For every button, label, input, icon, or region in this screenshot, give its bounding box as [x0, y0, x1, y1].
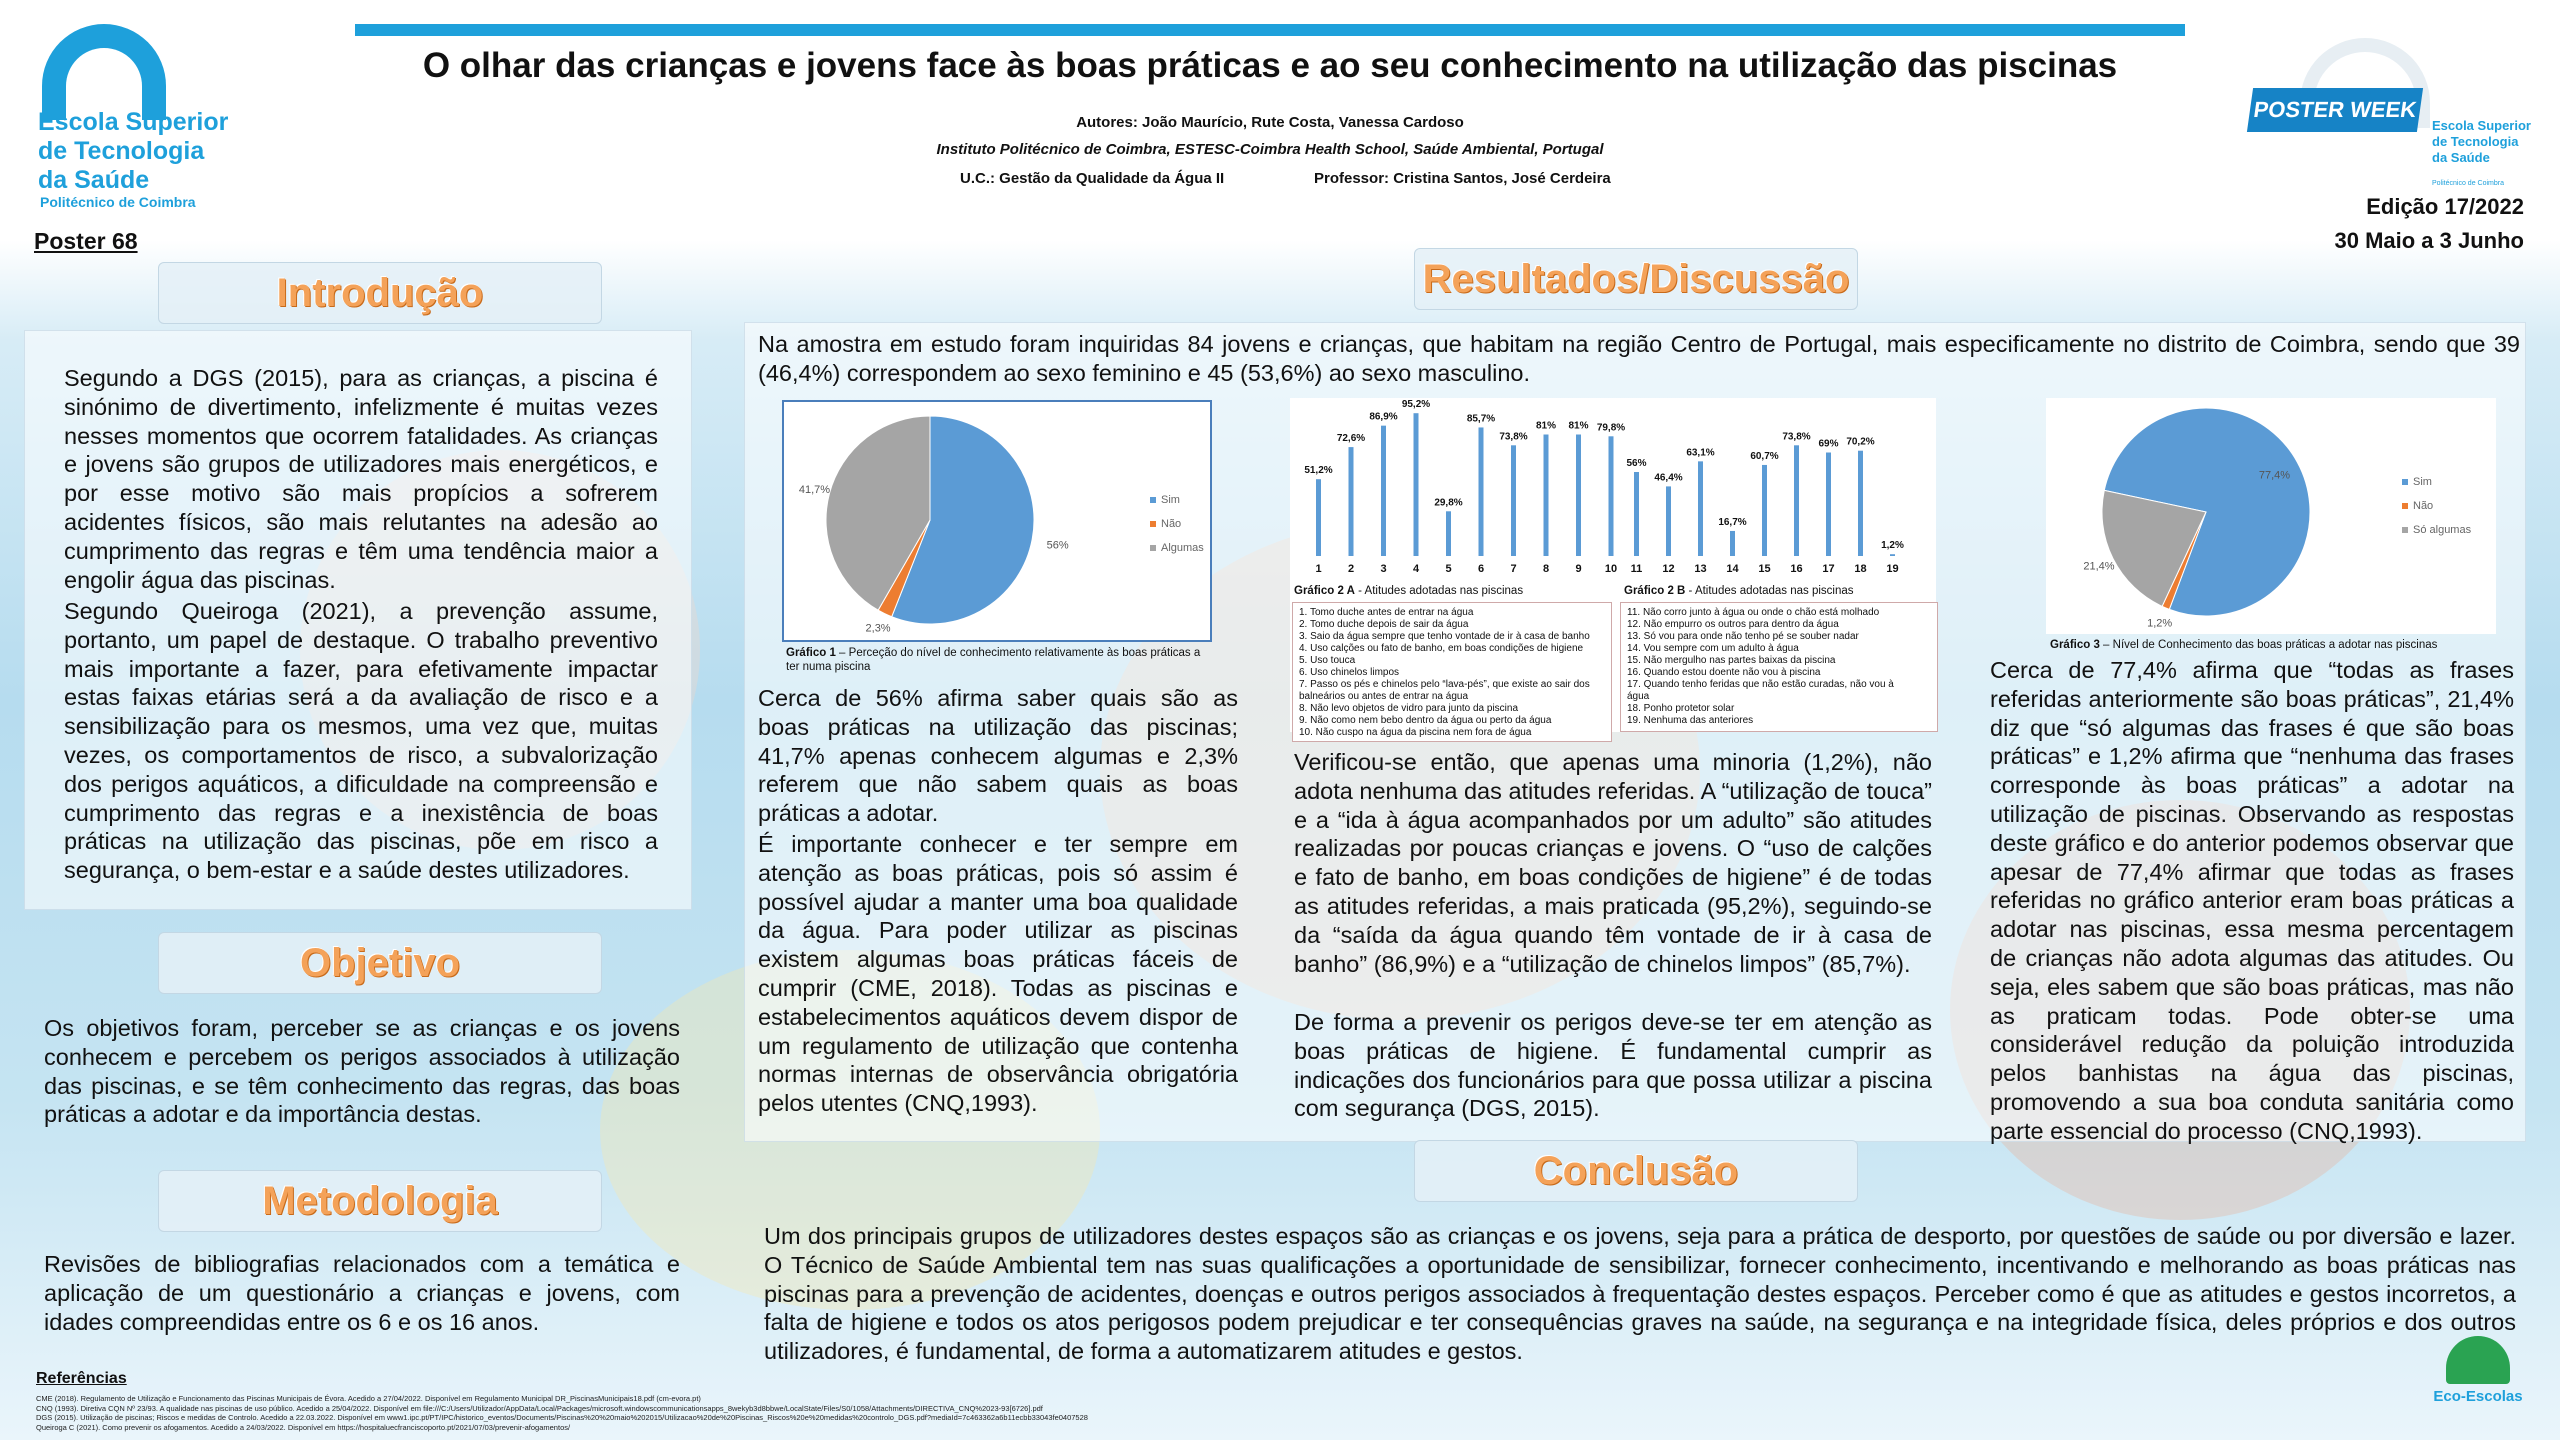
course-unit: U.C.: Gestão da Qualidade da Água II: [960, 170, 1225, 187]
chart-3-caption: Gráfico 3 – Nível de Conhecimento das boas práticas a adotar nas piscinas: [2050, 639, 2438, 651]
bar: [1479, 427, 1484, 556]
bar: [1511, 445, 1516, 556]
chart-2b-caption: Gráfico 2 B - Atitudes adotadas nas piscinas: [1624, 585, 1854, 597]
references-heading: Referências: [36, 1370, 127, 1387]
results-col2-text-2: De forma a prevenir os perigos deve-se ter em atenção as boas práticas de higiene. É fundamental cumprir as indicações dos funcionários para que possa utilizar a piscina com segurança (DGS, 2015).: [1294, 1009, 1932, 1122]
list-item: balneários ou antes de entrar na água: [1299, 691, 1469, 702]
bar: [1666, 486, 1671, 556]
objective-text: Os objetivos foram, perceber se as crianças e os jovens conhecem e percebem os perigos associados à utilização das piscinas, e se têm conhecimento das regras, das boas práticas a adotar e da importância destas.: [44, 1015, 680, 1128]
bar: [1446, 511, 1451, 556]
bar: [1858, 451, 1863, 556]
tick-label: 11: [1630, 563, 1643, 575]
legend-label: Não: [2413, 500, 2434, 512]
bar-label: 29,8%: [1434, 497, 1463, 509]
reference-item: Queiroga C (2021). Como prevenir os afogamentos. Acedido a 24/03/2022. Disponível em https://hospitaluecfranciscoporto.pt/2021/07/03/prevenir-afogamentos/: [36, 1422, 571, 1432]
bar-label: 79,8%: [1596, 422, 1626, 434]
tick-label: 15: [1758, 563, 1771, 575]
pie-label: 21,4%: [2083, 560, 2115, 573]
tick-label: 10: [1604, 563, 1618, 575]
chart-1-caption: Gráfico 1 – Perceção do nível de conhecimento relativamente às boas práticas a ter numa piscina: [786, 647, 1201, 673]
legend-swatch: [2402, 503, 2408, 509]
list-item: 18. Ponho protetor solar: [1627, 703, 1735, 714]
bar: [1609, 436, 1614, 556]
bar-label: 85,7%: [1466, 413, 1496, 425]
bar-label: 86,9%: [1369, 411, 1398, 423]
logo-text: da Saúde: [38, 166, 150, 194]
chart-1: [784, 402, 1210, 640]
results-col1-text: Cerca de 56% afirma saber quais são as boas práticas na utilização das piscinas; 41,7% apenas conhecem algumas e 2,3% referem que não sabem quais as boas práticas a adotar.: [758, 685, 1238, 827]
legend-swatch: [2402, 527, 2408, 533]
edition-info: Edição 17/2022 30 Maio a 3 Junho: [2334, 194, 2524, 253]
poster-week-school: Escola Superior de Tecnologia da Saúde: [2432, 118, 2531, 165]
references-list: [36, 1394, 1316, 1432]
chart-3-legend: [2402, 476, 2471, 548]
bar: [1316, 479, 1321, 556]
tick-label: 16: [1790, 563, 1803, 575]
list-item: 3. Saio da água sempre que tenho vontade de ir à casa de banho: [1299, 631, 1590, 642]
legend-label: Sim: [2413, 476, 2432, 488]
bar-label: 51,2%: [1304, 465, 1333, 477]
eco-escolas-label: Eco-Escolas: [2433, 1388, 2523, 1405]
list-item: água: [1627, 691, 1650, 702]
conclusion-heading: Conclusão: [1414, 1140, 1858, 1202]
tick-label: 19: [1886, 563, 1899, 575]
list-item: 8. Não levo objetos de vidro para junto da piscina: [1299, 703, 1519, 714]
tick-label: 6: [1477, 563, 1485, 575]
poster-week-logo: [2236, 24, 2544, 187]
legend-label: Não: [1161, 518, 1182, 530]
tick-label: 13: [1694, 563, 1707, 575]
bar-label: 63,1%: [1686, 447, 1715, 459]
bar: [1634, 472, 1639, 556]
poster-number: Poster 68: [34, 228, 138, 254]
legend-label: Sim: [1161, 494, 1180, 506]
bar-label: 70,2%: [1846, 436, 1875, 448]
chart-2b-items: [1620, 602, 1938, 732]
bar: [1349, 447, 1354, 556]
bar-label: 69%: [1818, 438, 1839, 450]
reference-item: CME (2018). Regulamento de Utilização e Funcionamento das Piscinas Municipais de Évora. Acedido a 27/04/2022. Disponível em Regulamento Municipal DR_PiscinasMunicipais18.pdf (cm-evora.pt): [36, 1394, 701, 1403]
bar: [1730, 531, 1735, 556]
tick-label: 8: [1542, 563, 1550, 575]
bar-label: 73,8%: [1499, 431, 1528, 443]
pie-label: 77,4%: [2258, 469, 2291, 482]
chart-2a-caption: Gráfico 2 A - Atitudes adotadas nas piscinas: [1294, 585, 1524, 597]
poster-title: O olhar das crianças e jovens face às boas práticas e ao seu conhecimento na utilização das piscinas: [422, 46, 2118, 85]
poster-week-banner: POSTER WEEK: [2247, 88, 2423, 132]
tick-label: 12: [1662, 563, 1675, 575]
legend-item: [1150, 494, 1204, 506]
tick-label: 7: [1510, 563, 1517, 575]
results-col3-text: Cerca de 77,4% afirma que “todas as frases referidas anteriormente são boas práticas”, 21,4% diz que “só algumas das frases é que são boas práticas” e 1,2% afirma que “nenhuma das frases corresponde às boas práticas” a adotar na utilização de piscinas. Observando as respostas deste gráfico e do anterior podemos observar que apesar de 77,4% afirmar que todas as frases referidas no gráfico anterior eram boas práticas a adotar nas piscinas, essa mesma percentagem de crianças não adota algumas das atitudes. Ou seja, eles sabem que são boas práticas, mas não as praticam todas. Pode obter-se uma considerável redução da poluição introduzida pelos banhistas na água das piscinas, promovendo a sua boa conduta sanitária como parte essencial do processo (CNQ,1993).: [1990, 657, 2514, 1144]
list-item: 17. Quando tenho feridas que não estão curadas, não vou à: [1627, 679, 1894, 690]
poster-week-sub: Politécnico de Coimbra: [2432, 180, 2504, 187]
chart-1-box: [782, 400, 1212, 642]
title-bar-accent: [355, 24, 2185, 36]
bar: [1576, 435, 1581, 557]
legend-label: Algumas: [1161, 542, 1204, 554]
legend-label: Só algumas: [2413, 524, 2472, 536]
list-item: 16. Quando estou doente não vou à piscina: [1627, 667, 1821, 678]
tick-label: 5: [1445, 563, 1452, 575]
legend-swatch: [2402, 479, 2408, 485]
bar: [1890, 554, 1895, 556]
results-intro: Na amostra em estudo foram inquiridas 84 jovens e crianças, que habitam na região Centro de Portugal, mais especificamente no distrito de Coimbra, sendo que 39 (46,4%) correspondem ao sexo feminino e 45 (53,6%) ao sexo masculino.: [758, 331, 2520, 386]
bar: [1762, 465, 1767, 556]
legend-swatch: [1150, 545, 1156, 551]
tick-label: 1: [1315, 563, 1322, 575]
list-item: 19. Nenhuma das anteriores: [1627, 715, 1754, 726]
chart-3-box: [2046, 398, 2496, 634]
tick-label: 2: [1347, 563, 1355, 575]
bar: [1826, 453, 1831, 557]
conclusion-text: Um dos principais grupos de utilizadores destes espaços são as crianças e os jovens, seja para a prática de desporto, por questões de saúde ou por diversão e lazer. O Técnico de Saúde Ambiental tem nas suas qualificações a oportunidade de sensibilizar, fornecer conhecimento, incentivando e melhorando as boas práticas nas piscinas para a prevenção de acidentes, doenças e outros perigos associados à frequentação destes espaços. Perceber como é que as atitudes e gestos incorretos, a falta de higiene e todos os atos perigosos podem prejudicar e ter consequências graves na saúde, na segurança e na integridade física, deles próprios e dos outros utilizadores, é fundamental, de forma a automatizarem atitudes e gestos.: [764, 1223, 2516, 1365]
bar-label: 72,6%: [1336, 433, 1366, 445]
legend-item: [2402, 476, 2471, 488]
institution: Instituto Politécnico de Coimbra, ESTESC-Coimbra Health School, Saúde Ambiental, Portugal: [936, 141, 1604, 158]
chart-2b: [1616, 398, 1936, 578]
logo-subtitle: Politécnico de Coimbra: [40, 194, 196, 210]
reference-item: DGS (2015). Utilização de piscinas; Riscos e medidas de Controlo. Acedido a 22.03.2022. Disponível em www1.ipc.pt/PT/IPC/historico_eventos/Documents/Piscinas%20%20maio%202015/Utilizacao%20de%20Piscinas_Riscos%20e%20medidas%20controlo_DGS.pdf?mediaId=7c463362a6b11ecbb33043fe0407528: [36, 1413, 1088, 1422]
bar-label: 95,2%: [1401, 399, 1431, 411]
authors: Autores: João Maurício, Rute Costa, Vanessa Cardoso: [1076, 114, 1464, 131]
bar: [1794, 445, 1799, 556]
eco-escolas-logo: [2428, 1336, 2528, 1405]
tick-label: 17: [1822, 563, 1835, 575]
list-item: 12. Não empurro os outros para dentro da água: [1627, 619, 1839, 630]
list-item: 9. Não como nem bebo dentro da água ou perto da água: [1299, 715, 1552, 726]
intro-text-2: Segundo Queiroga (2021), a prevenção assume, portanto, um papel de destaque. O trabalho preventivo mais importante a fazer, para efetivamente impactar estas faixas etárias será a da avaliação de risco e a sensibilização para os mesmos, uma vez que, muitas vezes, os comportamentos de risco, a subvalorização dos perigos aquáticos, a dificuldade na compreensão e cumprimento das regras e a inexistência de boas práticas na utilização das piscinas, põe em risco a segurança, o bem-estar e a saúde destes utilizadores.: [64, 598, 658, 884]
bar-label: 81%: [1568, 420, 1589, 432]
list-item: 1. Tomo duche antes de entrar na água: [1299, 607, 1474, 618]
list-item: 5. Uso touca: [1299, 655, 1356, 666]
tick-label: 4: [1412, 563, 1420, 575]
tick-label: 9: [1575, 563, 1582, 575]
tick-label: 18: [1854, 563, 1867, 575]
tick-label: 14: [1726, 563, 1739, 575]
list-item: 6. Uso chinelos limpos: [1299, 667, 1400, 678]
bar: [1544, 435, 1549, 557]
bar-label: 73,8%: [1782, 431, 1811, 443]
results-col2-text: Verificou-se então, que apenas uma minoria (1,2%), não adota nenhuma das atitudes referidas. A “utilização de touca” e a “ida à água acompanhados por um adulto” são atitudes realizadas por poucas crianças e jovens. O “uso de calções e fato de banho, em boas condições de higiene” é de todas as atitudes referidas, a mais praticada (95,2%), seguindo-se da “saída da água quando têm vontade de ir à casa de banho” (86,9%) e a “utilização de chinelos limpos” (85,7%).: [1294, 749, 1932, 977]
pie-label: 1,2%: [2147, 617, 2173, 630]
chart-1-legend: [1150, 494, 1204, 566]
legend-item: [1150, 518, 1204, 530]
arch-icon: [42, 24, 166, 120]
logo-text: Escola Superior: [38, 108, 229, 136]
pie-label: 41,7%: [798, 484, 831, 497]
bar: [1381, 426, 1386, 556]
list-item: 7. Passo os pés e chinelos pelo “lava-pés”, que existe ao sair dos: [1299, 679, 1590, 690]
professors: Professor: Cristina Santos, José Cerdeira: [1314, 170, 1611, 187]
school-logo: [16, 18, 322, 226]
intro-text: Segundo a DGS (2015), para as crianças, a piscina é sinónimo de divertimento, infelizmente é muitas vezes nesses momentos que ocorrem fatalidades. As crianças e jovens são grupos de utilizadores mais energéticos, e por esse motivo são mais propícios a sofrerem acidentes físicos, são mais relutantes na adesão ao cumprimento das regras e têm uma tendência maior a engolir água das piscinas.: [64, 365, 658, 593]
list-item: 4. Uso calções ou fato de banho, em boas condições de higiene: [1299, 643, 1584, 654]
reference-item: CNQ (1993). Diretiva CQN Nº 23/93. A qualidade nas piscinas de uso público. Acedido a 25/04/2022. Disponível em file:///C:/Users/Utilizador/AppData/Local/Packages/microsoft.windowscommunicationsapps_8wekyb3d8bbwe/LocalState/Files/S0/1058/Attachments/DIRECTIVA_CNQ%2023-93[6726].pdf: [36, 1403, 1043, 1413]
list-item: 15. Não mergulho nas partes baixas da piscina: [1627, 655, 1836, 666]
bar: [1698, 461, 1703, 556]
legend-item: [1150, 542, 1204, 554]
legend-item: [2402, 524, 2471, 536]
methodology-text: Revisões de bibliografias relacionados com a temática e aplicação de um questionário a crianças e jovens, com idades compreendidas entre os 6 e os 16 anos.: [44, 1251, 680, 1335]
list-item: 13. Só vou para onde não tenho pé se souber nadar: [1627, 631, 1859, 642]
legend-item: [2402, 500, 2471, 512]
list-item: 11. Não corro junto à água ou onde o chão está molhado: [1627, 607, 1880, 618]
bar: [1414, 413, 1419, 556]
objective-heading: Objetivo: [158, 932, 602, 994]
tree-icon: [2446, 1336, 2510, 1384]
legend-swatch: [1150, 497, 1156, 503]
list-item: 14. Vou sempre com um adulto à água: [1627, 643, 1799, 654]
tick-label: 3: [1380, 563, 1387, 575]
pie-label: 2,3%: [865, 622, 891, 635]
chart-2a-items: [1292, 602, 1612, 742]
intro-heading: Introdução: [158, 262, 602, 324]
pie-label: 56%: [1046, 539, 1069, 552]
bar-label: 46,4%: [1654, 472, 1683, 484]
methodology-heading: Metodologia: [158, 1170, 602, 1232]
bar-label: 56%: [1626, 458, 1647, 469]
results-col1-text-2: É importante conhecer e ter sempre em atenção as boas práticas, pois só assim é possível ajudar a manter uma boa qualidade da água. Para poder utilizar as piscinas existem algumas boas práticas fáceis de cumprir (CME, 2018). Todas as piscinas e estabelecimentos aquáticos devem dispor de um regulamento de utilização que contenha normas internas de observância obrigatória pelos utentes (CNQ,1993).: [758, 831, 1238, 1117]
bar-label: 1,2%: [1881, 540, 1904, 552]
results-heading: Resultados/Discussão: [1414, 248, 1858, 310]
bar-label: 60,7%: [1750, 450, 1779, 462]
list-item: 2. Tomo duche depois de sair da água: [1299, 619, 1469, 630]
list-item: 10. Não cuspo na água da piscina nem fora de água: [1299, 727, 1532, 738]
bar-label: 81%: [1535, 420, 1557, 432]
logo-text: de Tecnologia: [38, 137, 205, 165]
legend-swatch: [1150, 521, 1156, 527]
bar-label: 16,7%: [1718, 516, 1747, 528]
